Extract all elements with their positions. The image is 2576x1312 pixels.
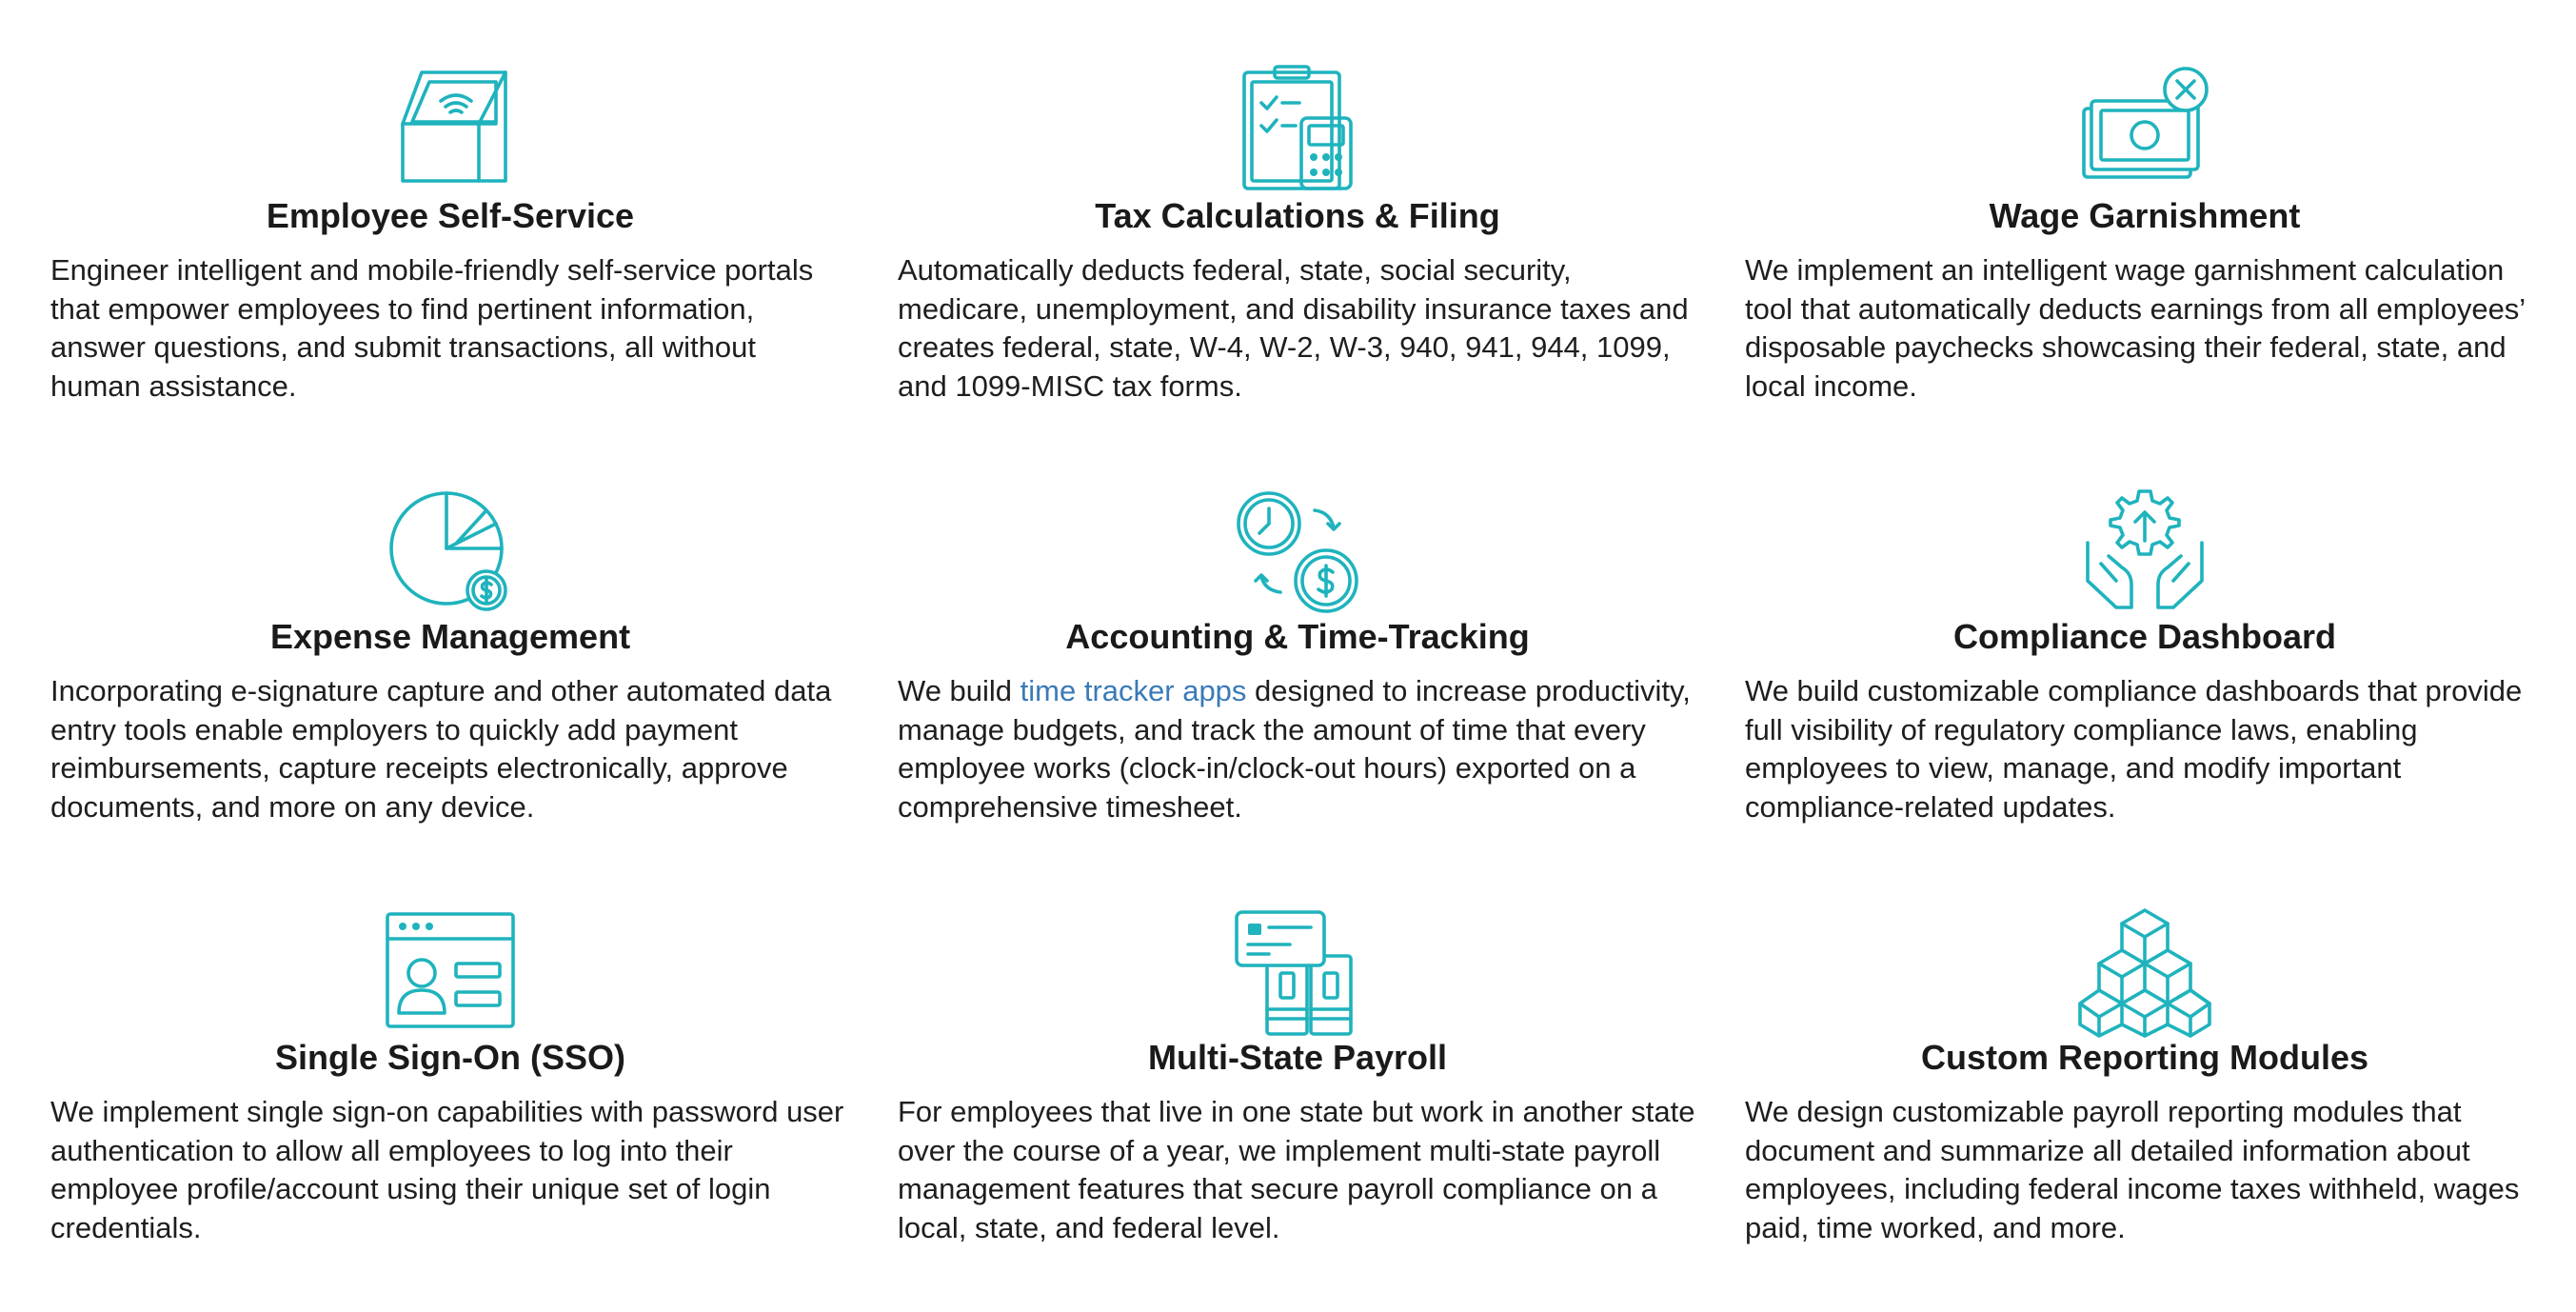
feature-description: We design customizable payroll reporting modules that document and summarize all detailed information about employees, including federal income taxes withheld, wages paid, time worked, and more.: [1745, 1095, 2520, 1244]
feature-title: Multi-State Payroll: [1147, 1038, 1448, 1077]
money-cancel-icon: [2078, 65, 2211, 198]
browser-profile-icon: [384, 906, 517, 1040]
card-cash-stacks-icon: [1231, 906, 1364, 1040]
description-text: We build: [898, 674, 1020, 707]
feature-description: For employees that live in one state but work in another state over the course of a year, we implement multi-state payroll management features that secure payroll compliance on a local, state, and federal level.: [898, 1095, 1695, 1244]
features-grid: [50, 0, 2526, 1312]
feature-title: Single Sign-On (SSO): [275, 1038, 625, 1077]
feature-title: Custom Reporting Modules: [1921, 1038, 2368, 1077]
feature-title: Compliance Dashboard: [1952, 617, 2337, 656]
feature-description: Automatically deducts federal, state, social security, medicare, unemployment, and disability insurance taxes and creates federal, state, W-4, W-2, W-3, 940, 941, 944, 1099, and 1099-MISC tax forms.: [898, 253, 1689, 403]
feature-title: Employee Self-Service: [266, 196, 635, 235]
clock-dollar-exchange-icon: [1231, 486, 1364, 619]
hands-gear-icon: [2078, 486, 2211, 619]
feature-description: We implement single sign-on capabilities with password user authentication to allow all employees to log into their employee profile/account using their unique set of login credentials.: [50, 1095, 844, 1244]
feature-description: [898, 672, 1697, 826]
description-text: designed to increase productivity, manage budgets, and track the amount of time that every employee works (clock-in/clock-out hours) exported on a comprehensive timesheet.: [898, 674, 1691, 824]
stacked-cubes-icon: [2078, 906, 2211, 1040]
pie-chart-dollar-icon: [384, 486, 517, 619]
feature-description: Engineer intelligent and mobile-friendly self-service portals that empower employees to find pertinent information, answer questions, and submit transactions, all without human assistance.: [50, 253, 814, 403]
feature-description: We implement an intelligent wage garnishment calculation tool that automatically deducts earnings from all employees’ disposable paychecks showcasing their federal, state, and local income.: [1745, 253, 2526, 403]
kiosk-wifi-icon: [384, 65, 517, 198]
feature-description: Incorporating e-signature capture and other automated data entry tools enable employers to quickly add payment reimbursements, capture receipts electronically, approve documents, and more on any device.: [50, 674, 832, 824]
time-tracker-apps-link[interactable]: time tracker apps: [1020, 674, 1247, 707]
clipboard-calculator-icon: [1231, 65, 1364, 198]
feature-title: Expense Management: [269, 617, 631, 656]
feature-title: Wage Garnishment: [1989, 196, 2301, 235]
feature-description: We build customizable compliance dashboards that provide full visibility of regulatory compliance laws, enabling employees to view, manage, and modify important compliance-related updates.: [1745, 674, 2523, 824]
feature-title: Accounting & Time-Tracking: [1065, 617, 1530, 656]
feature-title: Tax Calculations & Filing: [1095, 196, 1500, 235]
